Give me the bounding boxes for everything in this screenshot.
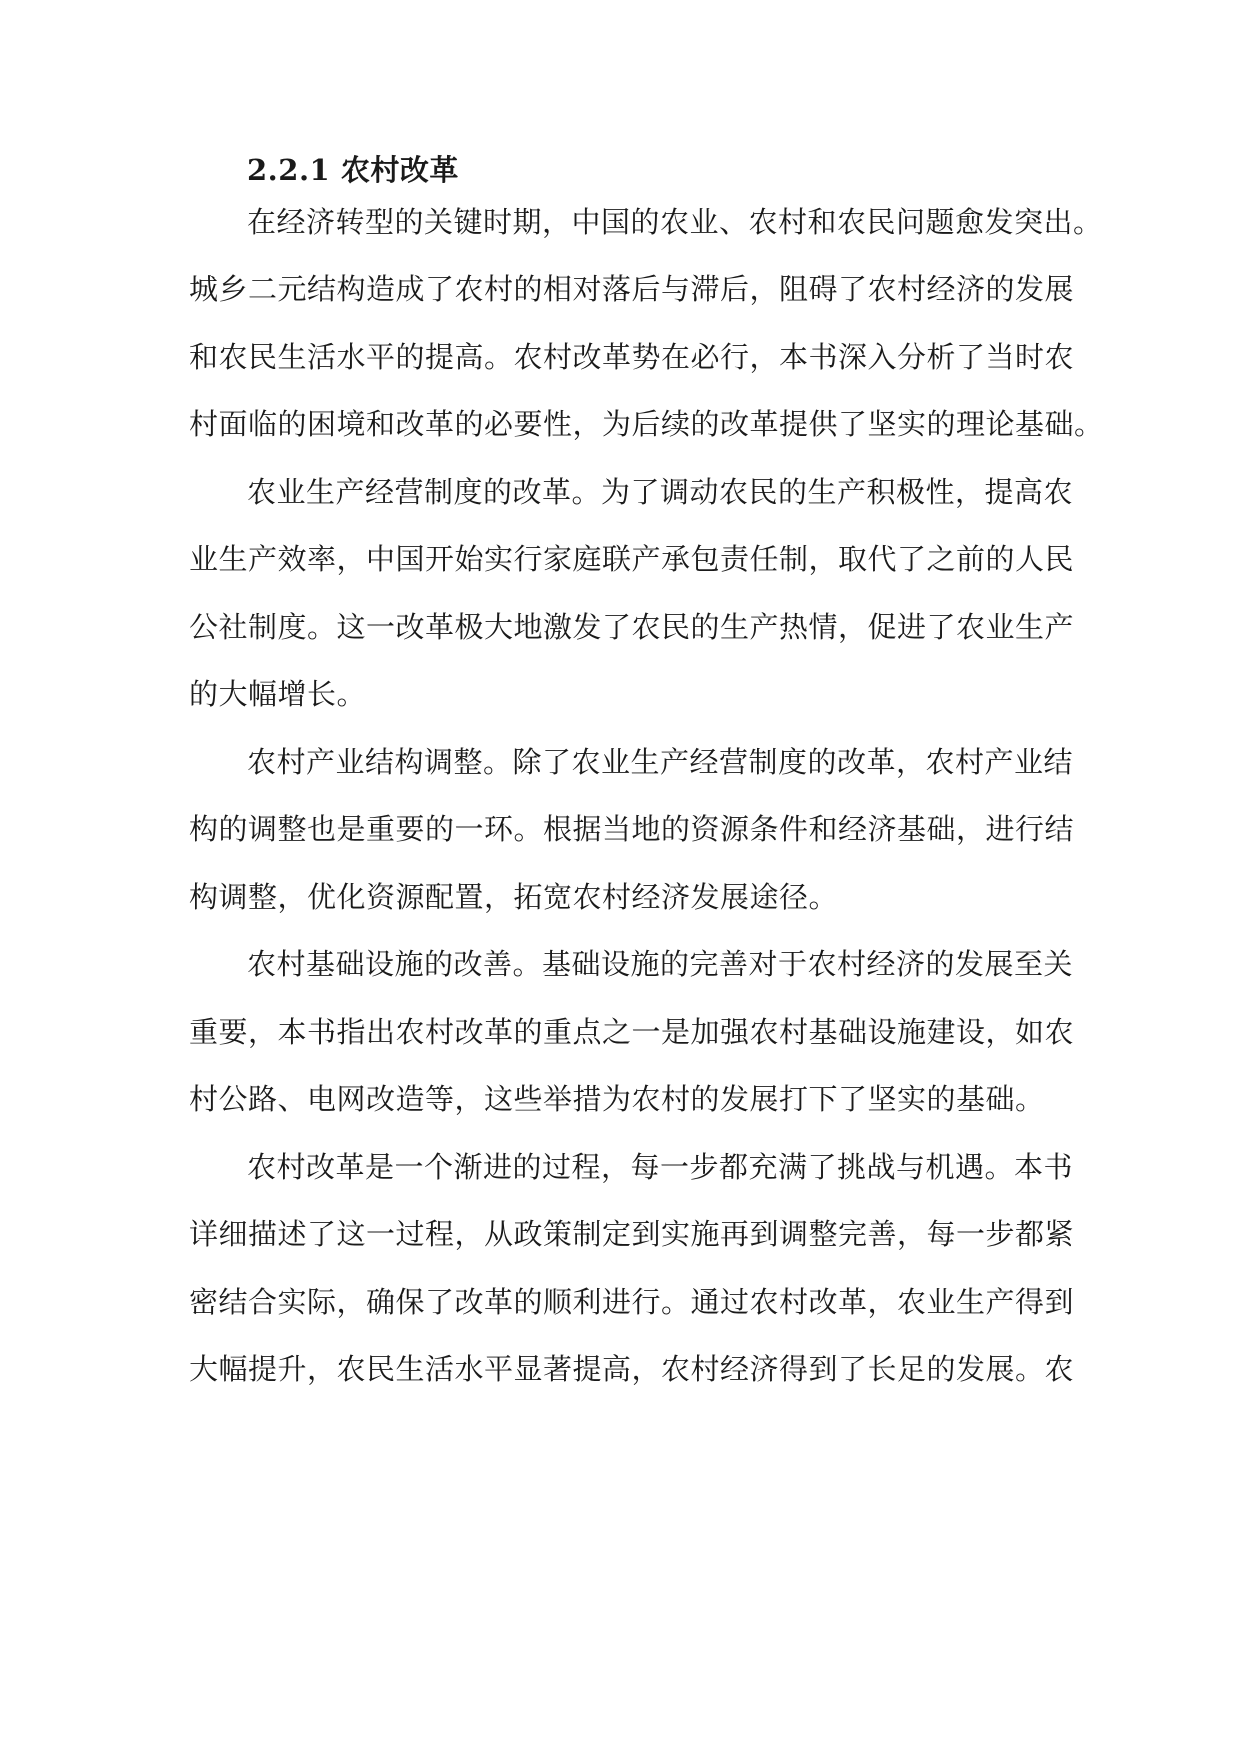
- paragraph-line: 和农民生活水平的提高。农村改革势在必行，本书深入分析了当时农: [189, 340, 1075, 374]
- paragraph-line: 农村产业结构调整。除了农业生产经营制度的改革，农村产业结: [247, 745, 1074, 779]
- paragraph-line: 密结合实际，确保了改革的顺利进行。通过农村改革，农业生产得到: [189, 1285, 1075, 1319]
- paragraph-line: 公社制度。这一改革极大地激发了农民的生产热情，促进了农业生产: [189, 610, 1075, 644]
- paragraph-line: 在经济转型的关键时期，中国的农业、农村和农民问题愈发突出。: [247, 205, 1103, 239]
- paragraph-line: 大幅提升，农民生活水平显著提高，农村经济得到了长足的发展。农: [189, 1352, 1075, 1386]
- paragraph-line: 构调整，优化资源配置，拓宽农村经济发展途径。: [189, 880, 839, 914]
- paragraph-line: 详细描述了这一过程，从政策制定到实施再到调整完善，每一步都紧: [189, 1217, 1075, 1251]
- section-heading: 2.2.1 农村改革: [247, 153, 459, 187]
- paragraph-line: 农业生产经营制度的改革。为了调动农民的生产积极性，提高农: [247, 475, 1074, 509]
- paragraph-line: 的大幅增长。: [189, 677, 367, 711]
- paragraph-line: 城乡二元结构造成了农村的相对落后与滞后，阻碍了农村经济的发展: [189, 272, 1075, 306]
- paragraph-line: 农村基础设施的改善。基础设施的完善对于农村经济的发展至关: [247, 947, 1074, 981]
- paragraph-line: 村面临的困境和改革的必要性，为后续的改革提供了坚实的理论基础。: [189, 407, 1104, 441]
- paragraph-line: 业生产效率，中国开始实行家庭联产承包责任制，取代了之前的人民: [189, 542, 1075, 576]
- paragraph-line: 农村改革是一个渐进的过程，每一步都充满了挑战与机遇。本书: [247, 1150, 1074, 1184]
- paragraph-line: 构的调整也是重要的一环。根据当地的资源条件和经济基础，进行结: [189, 812, 1075, 846]
- paragraph-line: 重要，本书指出农村改革的重点之一是加强农村基础设施建设，如农: [189, 1015, 1075, 1049]
- paragraph-line: 村公路、电网改造等，这些举措为农村的发展打下了坚实的基础。: [189, 1082, 1045, 1116]
